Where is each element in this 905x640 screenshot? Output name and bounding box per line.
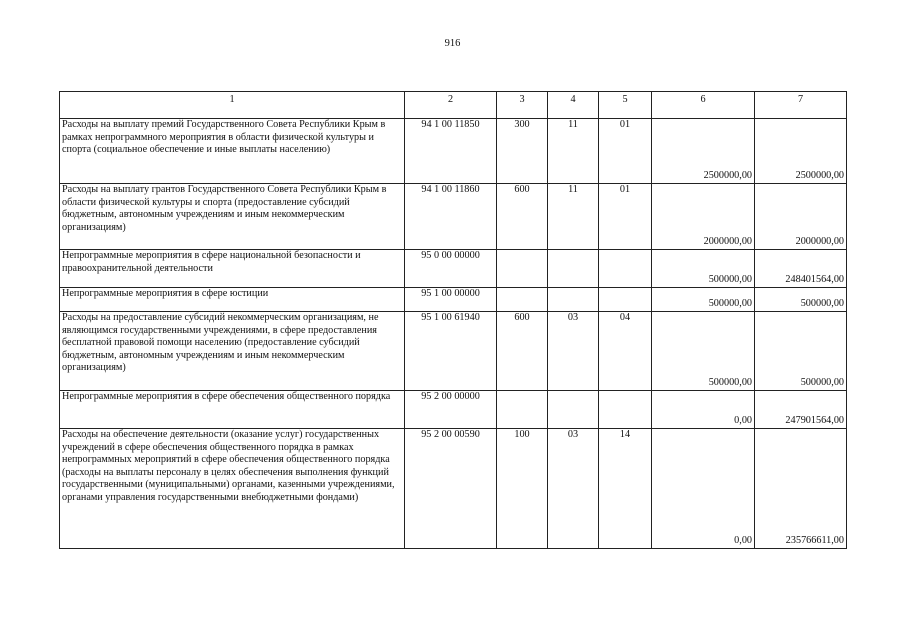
header-cell: 3 bbox=[497, 92, 548, 119]
header-cell: 1 bbox=[60, 92, 405, 119]
expense-name: Расходы на выплату премий Государственного Совета Республики Крым в рамках непрограммного мероприятия в области физической культуры и спорта (социальное обеспечение и иные выплаты населению) bbox=[60, 119, 405, 184]
section-code: 11 bbox=[548, 184, 599, 250]
classification-code: 94 1 00 11860 bbox=[405, 184, 497, 250]
table-row bbox=[60, 250, 847, 288]
section-code bbox=[548, 391, 599, 429]
table-row bbox=[60, 288, 847, 312]
amount-col7: 500000,00 bbox=[755, 288, 847, 312]
expense-name: Непрограммные мероприятия в сфере обеспечения общественного порядка bbox=[60, 391, 405, 429]
classification-code: 95 2 00 00000 bbox=[405, 391, 497, 429]
header-cell: 6 bbox=[652, 92, 755, 119]
amount-col7: 500000,00 bbox=[755, 312, 847, 391]
page-number: 916 bbox=[444, 38, 461, 49]
subsection-code: 01 bbox=[599, 119, 652, 184]
expense-type-code bbox=[497, 391, 548, 429]
table-row bbox=[60, 312, 847, 391]
expense-type-code: 600 bbox=[497, 184, 548, 250]
classification-code: 95 1 00 61940 bbox=[405, 312, 497, 391]
expense-name: Расходы на выплату грантов Государственного Совета Республики Крым в области физической культуры и спорта (предоставление субсидий бюджетным, автономным учреждениям и иным некоммерческим организациям) bbox=[60, 184, 405, 250]
table-row bbox=[60, 184, 847, 250]
amount-col7: 247901564,00 bbox=[755, 391, 847, 429]
subsection-code: 04 bbox=[599, 312, 652, 391]
subsection-code: 01 bbox=[599, 184, 652, 250]
section-code: 03 bbox=[548, 429, 599, 549]
table-row bbox=[60, 391, 847, 429]
expense-type-code bbox=[497, 250, 548, 288]
section-code: 11 bbox=[548, 119, 599, 184]
amount-col6: 0,00 bbox=[652, 429, 755, 549]
amount-col6: 0,00 bbox=[652, 391, 755, 429]
classification-code: 95 2 00 00590 bbox=[405, 429, 497, 549]
expense-name: Расходы на обеспечение деятельности (оказание услуг) государственных учреждений в сфере обеспечения общественного порядка в рамках непрограммных мероприятий в сфере обеспечения общественного порядка (расходы на выплаты персоналу в целях обеспечения выполнения функций государственными (муниципальными) органами, казенными учреждениями, органами управления государственными внебюджетными фондами) bbox=[60, 429, 405, 549]
header-row bbox=[60, 92, 847, 119]
classification-code: 95 0 00 00000 bbox=[405, 250, 497, 288]
expense-type-code: 100 bbox=[497, 429, 548, 549]
amount-col7: 2000000,00 bbox=[755, 184, 847, 250]
expense-type-code: 300 bbox=[497, 119, 548, 184]
header-cell: 7 bbox=[755, 92, 847, 119]
section-code: 03 bbox=[548, 312, 599, 391]
header-cell: 5 bbox=[599, 92, 652, 119]
header-cell: 4 bbox=[548, 92, 599, 119]
expense-type-code bbox=[497, 288, 548, 312]
expense-name: Непрограммные мероприятия в сфере юстиции bbox=[60, 288, 405, 312]
amount-col6: 2000000,00 bbox=[652, 184, 755, 250]
amount-col6: 500000,00 bbox=[652, 250, 755, 288]
expense-type-code: 600 bbox=[497, 312, 548, 391]
amount-col7: 248401564,00 bbox=[755, 250, 847, 288]
subsection-code bbox=[599, 391, 652, 429]
amount-col6: 500000,00 bbox=[652, 288, 755, 312]
section-code bbox=[548, 288, 599, 312]
subsection-code: 14 bbox=[599, 429, 652, 549]
header-cell: 2 bbox=[405, 92, 497, 119]
expense-name: Расходы на предоставление субсидий некоммерческим организациям, не являющимся государственными учреждениями, в сфере предоставления бесплатной правовой помощи населению (предоставление субсидий бюджетным, автономным учреждениям и иным некоммерческим организациям) bbox=[60, 312, 405, 391]
table-row bbox=[60, 119, 847, 184]
table-row bbox=[60, 429, 847, 549]
section-code bbox=[548, 250, 599, 288]
subsection-code bbox=[599, 250, 652, 288]
amount-col6: 2500000,00 bbox=[652, 119, 755, 184]
expense-name: Непрограммные мероприятия в сфере национальной безопасности и правоохранительной деятельности bbox=[60, 250, 405, 288]
classification-code: 94 1 00 11850 bbox=[405, 119, 497, 184]
amount-col6: 500000,00 bbox=[652, 312, 755, 391]
classification-code: 95 1 00 00000 bbox=[405, 288, 497, 312]
amount-col7: 235766611,00 bbox=[755, 429, 847, 549]
amount-col7: 2500000,00 bbox=[755, 119, 847, 184]
subsection-code bbox=[599, 288, 652, 312]
budget-table bbox=[59, 91, 847, 549]
